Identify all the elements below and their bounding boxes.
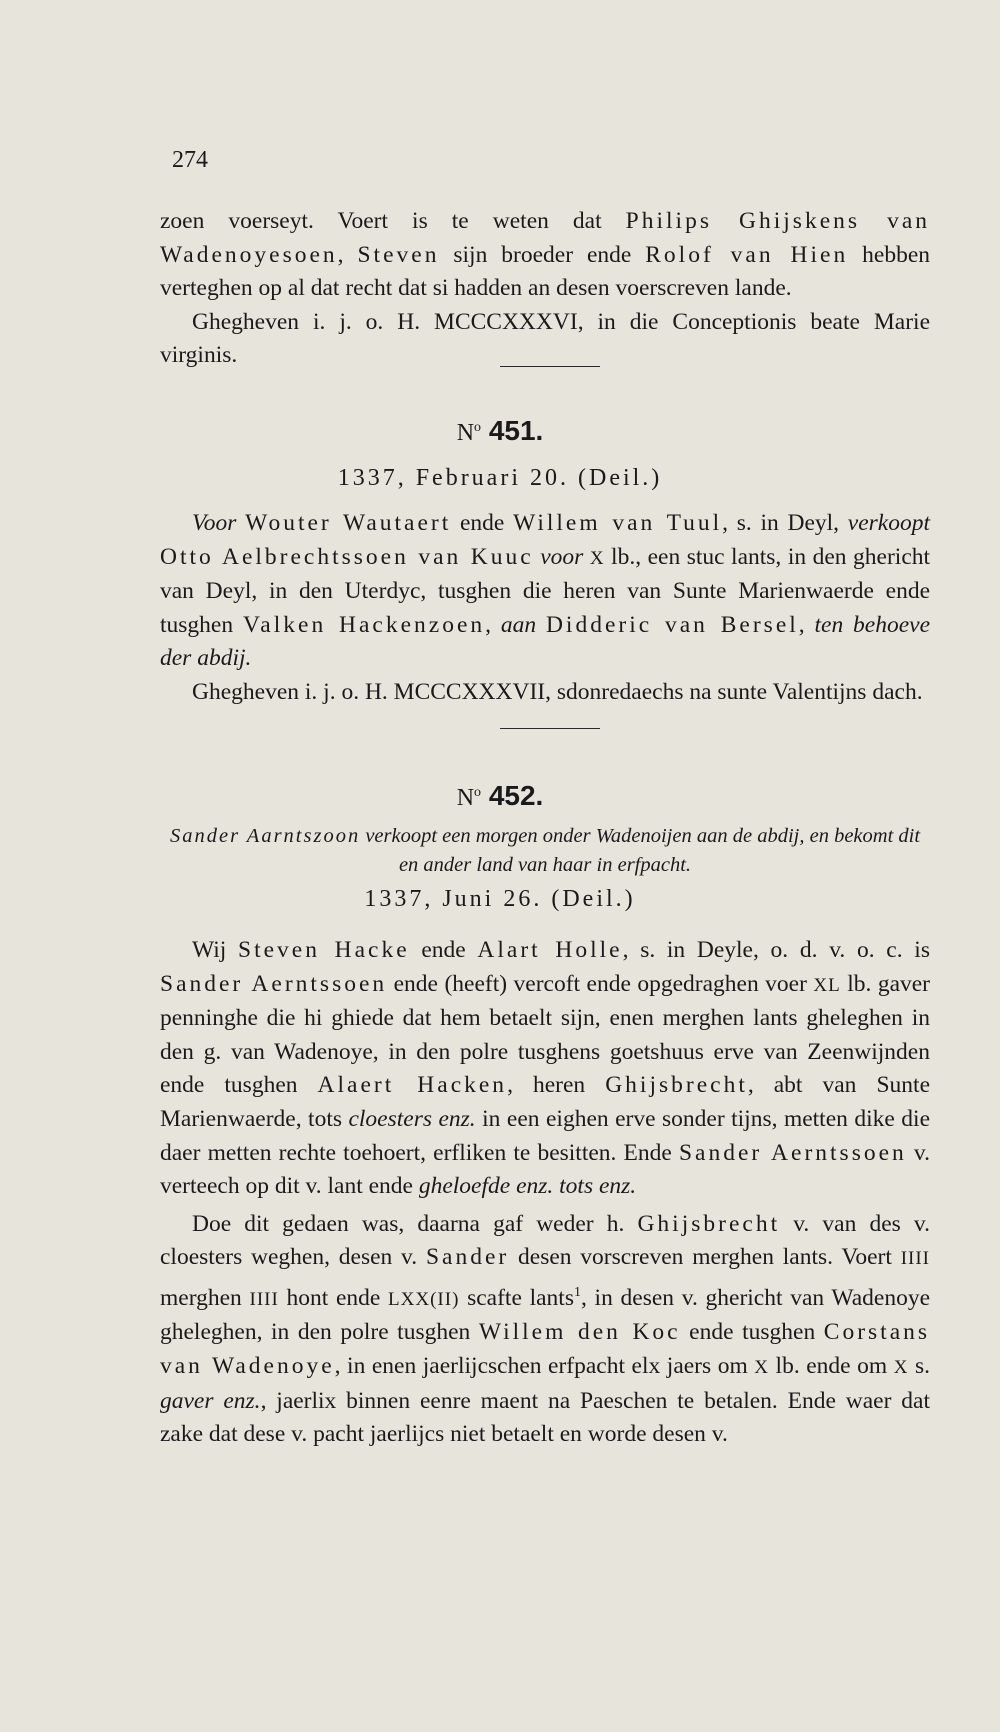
- text-run: ten behoeve der abdij.: [160, 611, 930, 672]
- person-name: Sander Aarntszoon: [169, 825, 361, 847]
- charter-date-451: 1337, Februari 20. (Deil.): [337, 465, 663, 491]
- person-name: Steven: [357, 241, 440, 268]
- text-run: , in enen jaerlijcschen erfpacht elx jaers om: [334, 1352, 755, 1379]
- charter-number-452: [0, 780, 1000, 812]
- number-prefix: N: [456, 420, 475, 446]
- person-name: Sander: [425, 1244, 510, 1271]
- page-number: 274: [172, 147, 208, 173]
- text-run: verkoopt: [847, 510, 930, 536]
- person-name: Didderic van Bersel: [545, 611, 799, 638]
- text-run: lb., een stuc lants, in den ghericht van Deyl, in den Uterdyc, tusghen die heren van Sunte Marienwaerde ende tusghen: [160, 543, 931, 638]
- text-run: in een eighen erve sonder tijns, metten dike die daer metten rechte toehoert, erfliken te besitten. Ende: [160, 1105, 930, 1166]
- person-name: Corstans van Wadenoye: [160, 1319, 931, 1379]
- footnote-marker: 1: [573, 1284, 581, 1300]
- person-name: Valken Hackenzoen: [242, 611, 486, 638]
- roman-amount: X: [589, 547, 605, 569]
- text-run: desen vorscreven merghen lants. Voert: [509, 1244, 901, 1271]
- roman-amount: LXX(II): [388, 1288, 460, 1310]
- dating-clause: [160, 676, 930, 710]
- text-run: gheloefde enz. tots enz.: [418, 1173, 637, 1200]
- charter-452-summary: [160, 822, 930, 880]
- text-run: Ghegheven i. j. o. H.: [192, 308, 435, 335]
- charter-date-452: 1337, Juni 26. (Deil.): [364, 886, 636, 912]
- number-prefix: N: [456, 785, 475, 811]
- text-run: , in die Conceptionis beate Marie virginis.: [160, 308, 930, 369]
- charter-451-body: [160, 507, 930, 710]
- text-run: , jaerlix binnen eenre maent na Paeschen te betalen. Ende waer dat zake dat dese v. pacht jaerlijcs niet betaelt en worde desen v.: [160, 1387, 930, 1448]
- text-run: voor: [540, 543, 584, 570]
- number-sup: o: [474, 420, 482, 435]
- text-run: ,: [798, 611, 815, 638]
- section-divider: [500, 728, 600, 729]
- text-run: Ghegheven i. j. o. H.: [192, 678, 394, 705]
- text-run: , in desen v. ghericht van Wadenoye gheleghen, in den polre tusghen: [160, 1284, 931, 1346]
- text-run: , abt van Sunte Marienwaerde, tots: [160, 1072, 930, 1132]
- person-name: Willem van Tuul: [513, 510, 723, 536]
- text-run: verkoopt een morgen onder Wadenoijen aan de abdij, en bekomt dit en ander land van haar in erfpacht.: [360, 825, 921, 876]
- text-run: , sdonredaechs na sunte Valentijns dach.: [545, 678, 923, 705]
- text-run: cloesters enz.: [348, 1105, 476, 1132]
- person-name: Willem den Koc: [478, 1319, 681, 1346]
- text-run: lb. ende om: [769, 1352, 894, 1379]
- roman-year: MCCCXXXVI: [434, 308, 578, 335]
- roman-amount: IIII: [900, 1248, 930, 1270]
- charter-number: 452.: [488, 780, 544, 811]
- person-name: Otto Aelbrechtssoen van Kuuc: [160, 543, 534, 570]
- person-name: Steven Hacke: [238, 937, 410, 963]
- charter-number-451: [0, 415, 1000, 447]
- dating-clause: [160, 306, 930, 373]
- section-divider: [500, 366, 600, 367]
- text-run: ,: [337, 241, 358, 268]
- text-run: Doe dit gedaen was, daarna gaf weder h.: [192, 1210, 638, 1237]
- text-run: ende: [409, 937, 478, 963]
- charter-number: 451.: [488, 415, 544, 446]
- person-name: Sander Aerntssoen: [160, 970, 388, 997]
- number-sup: o: [474, 785, 482, 800]
- charter-452-paragraph-2: [160, 1208, 930, 1452]
- charter-452-paragraph-1: [160, 934, 930, 1204]
- text-run: , s. in Deyle, o. d. v. o. c. is: [622, 937, 930, 963]
- text-run: Wij: [192, 937, 238, 963]
- text-run: merghen: [160, 1284, 250, 1311]
- text-run: aan: [500, 611, 537, 638]
- roman-amount: IIII: [249, 1288, 279, 1310]
- text-run: , heren: [507, 1072, 606, 1099]
- person-name: Ghijsbrecht: [605, 1072, 748, 1099]
- text-run: ,: [485, 611, 501, 638]
- person-name: Sander Aerntssoen: [678, 1139, 907, 1166]
- roman-amount: X: [754, 1356, 769, 1378]
- text-run: , s. in Deyl,: [722, 510, 848, 536]
- text-run: hont ende: [278, 1284, 389, 1311]
- person-name: Rolof van Hien: [645, 241, 849, 268]
- charter-452-body: [160, 934, 930, 1452]
- charter-451-regest: [160, 507, 930, 676]
- text-run: sijn broeder ende: [439, 241, 646, 268]
- continuation-paragraph: [160, 205, 930, 306]
- text-run: lb. gaver penninghe die hi ghiede dat hem betaelt sijn, enen merghen lants gheleghen in den g. van Wadenoye, in den polre tusghens goetshuus erve van Zeenwijnden ende tusghen: [160, 970, 930, 1099]
- text-run: s.: [908, 1352, 930, 1379]
- person-name: Ghijsbrecht: [637, 1210, 781, 1237]
- continuation-text: [160, 205, 930, 373]
- person-name: Alaert Hacken: [317, 1072, 508, 1099]
- text-run: v. van des v. cloesters weghen, desen v.: [160, 1210, 930, 1271]
- person-name: Philips Ghijskens van Wadenoyesoen: [160, 208, 930, 268]
- roman-amount: X: [893, 1356, 909, 1378]
- person-name: Alart Holle: [477, 937, 623, 963]
- text-run: ende tusghen: [680, 1319, 824, 1346]
- person-name: Wouter Wautaert: [245, 510, 452, 536]
- text-run: v. verteech op dit v. lant ende: [160, 1139, 931, 1200]
- text-run: ende (heeft) vercoft ende opgedraghen voer: [387, 970, 814, 997]
- roman-year: MCCCXXXVII: [393, 678, 546, 705]
- text-run: gaver enz.: [160, 1387, 261, 1414]
- text-run: scafte lants: [459, 1284, 574, 1311]
- roman-amount: XL: [813, 974, 841, 996]
- text-run: zoen voerseyt. Voert is te weten dat: [160, 208, 626, 234]
- text-run: Voor: [192, 510, 237, 536]
- text-run: hebben verteghen op al dat recht dat si hadden an desen voerscreven lande.: [160, 241, 931, 302]
- text-run: ende: [451, 510, 514, 536]
